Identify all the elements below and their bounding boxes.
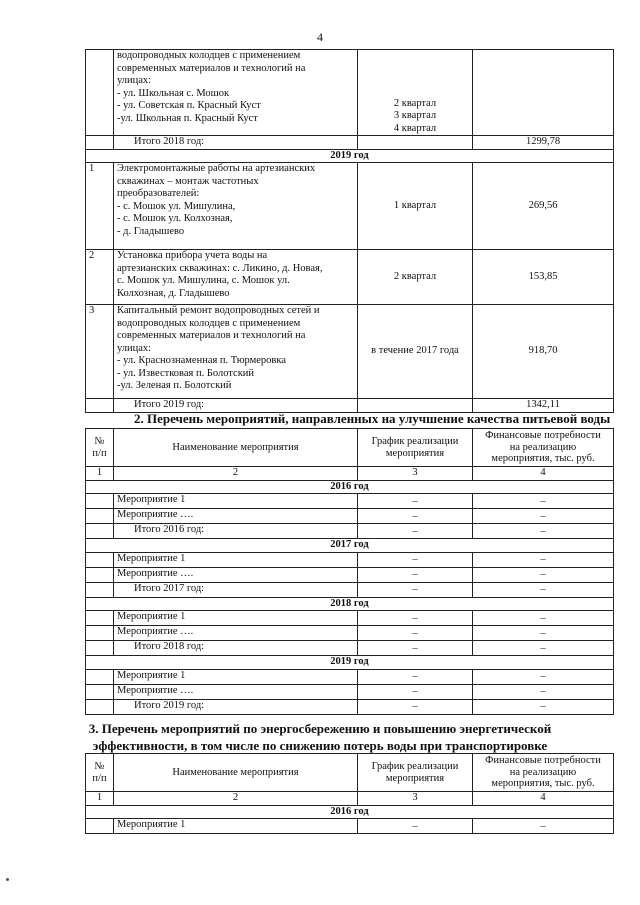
table-row — [86, 509, 614, 524]
header-schedule: График реализации мероприятия — [358, 754, 473, 792]
table-row — [86, 567, 614, 582]
schedule-dash: – — [358, 611, 473, 626]
finance-dash: – — [473, 582, 614, 597]
total-row — [86, 699, 614, 714]
table-water-supply-measures — [85, 49, 614, 413]
measure-schedule: 1 квартал — [358, 163, 473, 250]
schedule-dash: – — [358, 626, 473, 641]
table-row — [86, 819, 614, 834]
measure-name: Мероприятие …. — [114, 509, 358, 524]
table-row — [86, 684, 614, 699]
year-label: 2018 год — [86, 597, 614, 611]
header-name: Наименование мероприятия — [114, 754, 358, 792]
column-numbers-row — [86, 467, 614, 481]
row-number: 3 — [86, 305, 114, 399]
total-row — [86, 399, 614, 413]
measure-name: Мероприятие 1 — [114, 669, 358, 684]
measure-name: Установка прибора учета воды на артезианских скважинах: с. Ликино, д. Новая, с. Мошок ул. Мишулина, с. Мошок ул. Колхозная, д. Гладышево — [114, 250, 358, 305]
col-number: 1 — [86, 792, 114, 806]
table-row — [86, 50, 614, 136]
measure-cost: 918,70 — [473, 305, 614, 399]
total-label: Итого 2018 год: — [114, 136, 358, 150]
table-row — [86, 494, 614, 509]
year-row — [86, 480, 614, 494]
col-number: 4 — [473, 792, 614, 806]
col-number: 3 — [358, 792, 473, 806]
total-row — [86, 524, 614, 539]
year-label: 2016 год — [86, 480, 614, 494]
measure-cost: 153,85 — [473, 250, 614, 305]
section-2-heading: 2. Перечень мероприятий, направленных на улучшение качества питьевой воды — [134, 411, 611, 426]
total-label: Итого 2017 год: — [114, 582, 358, 597]
finance-dash: – — [473, 567, 614, 582]
finance-dash: – — [473, 819, 614, 834]
table-row — [86, 552, 614, 567]
table-row — [86, 305, 614, 399]
year-row — [86, 597, 614, 611]
schedule-dash: – — [358, 684, 473, 699]
table-energy-saving-measures — [85, 753, 614, 834]
measure-schedule: в течение 2017 года — [358, 305, 473, 399]
total-label: Итого 2016 год: — [114, 524, 358, 539]
total-label: Итого 2019 год: — [114, 399, 358, 413]
measure-name: Капитальный ремонт водопроводных сетей и водопроводных колодцев с применением современных материалов и технологий на улицах: - ул. Краснознаменная п. Тюрмеровка - ул. Известковая п. Болотский -ул. Зеленая п. Болотский — [114, 305, 358, 399]
measure-name: Мероприятие …. — [114, 626, 358, 641]
year-row — [86, 149, 614, 163]
header-row — [86, 429, 614, 467]
measure-name: Мероприятие …. — [114, 567, 358, 582]
schedule-dash: – — [358, 552, 473, 567]
col-number: 2 — [114, 467, 358, 481]
year-row — [86, 805, 614, 819]
table-water-quality-measures — [85, 428, 614, 715]
finance-dash: – — [473, 669, 614, 684]
schedule-dash: – — [358, 524, 473, 539]
table-row — [86, 611, 614, 626]
schedule-dash: – — [358, 819, 473, 834]
schedule-dash: – — [358, 509, 473, 524]
row-number: 2 — [86, 250, 114, 305]
table-row — [86, 250, 614, 305]
finance-dash: – — [473, 699, 614, 714]
header-finance: Финансовые потребности на реализацию мероприятия, тыс. руб. — [473, 754, 614, 792]
schedule-dash: – — [358, 641, 473, 656]
total-row — [86, 582, 614, 597]
col-number: 4 — [473, 467, 614, 481]
total-label: Итого 2019 год: — [114, 699, 358, 714]
measure-name: Мероприятие 1 — [114, 611, 358, 626]
year-label: 2017 год — [86, 539, 614, 553]
continued-measure-text: водопроводных колодцев с применением современных материалов и технологий на улицах: - ул. Школьная с. Мошок - ул. Советская п. Красный Куст -ул. Школьная п. Красный Куст — [114, 50, 358, 136]
column-numbers-row — [86, 792, 614, 806]
finance-dash: – — [473, 552, 614, 567]
schedule-dash: – — [358, 567, 473, 582]
schedule-dash: – — [358, 494, 473, 509]
total-row — [86, 136, 614, 150]
year-label: 2019 год — [86, 656, 614, 670]
measure-name: Мероприятие 1 — [114, 494, 358, 509]
measure-cost: 269,56 — [473, 163, 614, 250]
year-row — [86, 656, 614, 670]
finance-dash: – — [473, 494, 614, 509]
total-value: 1299,78 — [473, 136, 614, 150]
year-label: 2019 год — [86, 149, 614, 163]
continued-schedule: 2 квартал 3 квартал 4 квартал — [358, 50, 473, 136]
row-number: 1 — [86, 163, 114, 250]
finance-dash: – — [473, 684, 614, 699]
measure-name: Мероприятие …. — [114, 684, 358, 699]
total-value: 1342,11 — [473, 399, 614, 413]
finance-dash: – — [473, 641, 614, 656]
finance-dash: – — [473, 611, 614, 626]
header-row — [86, 754, 614, 792]
col-number: 3 — [358, 467, 473, 481]
schedule-dash: – — [358, 582, 473, 597]
header-num: № п/п — [86, 429, 114, 467]
table-row — [86, 163, 614, 250]
header-name: Наименование мероприятия — [114, 429, 358, 467]
header-finance: Финансовые потребности на реализацию мероприятия, тыс. руб. — [473, 429, 614, 467]
total-row — [86, 641, 614, 656]
table-row — [86, 669, 614, 684]
schedule-dash: – — [358, 669, 473, 684]
year-row — [86, 539, 614, 553]
header-num: № п/п — [86, 754, 114, 792]
section-3-heading-line2: эффективности, в том числе по снижению потерь воды при транспортировке — [92, 738, 548, 753]
measure-schedule: 2 квартал — [358, 250, 473, 305]
header-schedule: График реализации мероприятия — [358, 429, 473, 467]
scan-speck — [6, 878, 9, 881]
measure-name: Мероприятие 1 — [114, 552, 358, 567]
measure-name: Электромонтажные работы на артезианских скважинах – монтаж частотных преобразователей: - с. Мошок ул. Мишулина, - с. Мошок ул. Колхозная, - д. Гладышево — [114, 163, 358, 250]
page-number: 4 — [317, 30, 323, 44]
finance-dash: – — [473, 626, 614, 641]
schedule-dash: – — [358, 699, 473, 714]
total-label: Итого 2018 год: — [114, 641, 358, 656]
col-number: 1 — [86, 467, 114, 481]
measure-name: Мероприятие 1 — [114, 819, 358, 834]
col-number: 2 — [114, 792, 358, 806]
section-3-heading-line1: 3. Перечень мероприятий по энергосбережению и повышению энергетической — [88, 721, 552, 736]
table-row — [86, 626, 614, 641]
finance-dash: – — [473, 509, 614, 524]
year-label: 2016 год — [86, 805, 614, 819]
finance-dash: – — [473, 524, 614, 539]
